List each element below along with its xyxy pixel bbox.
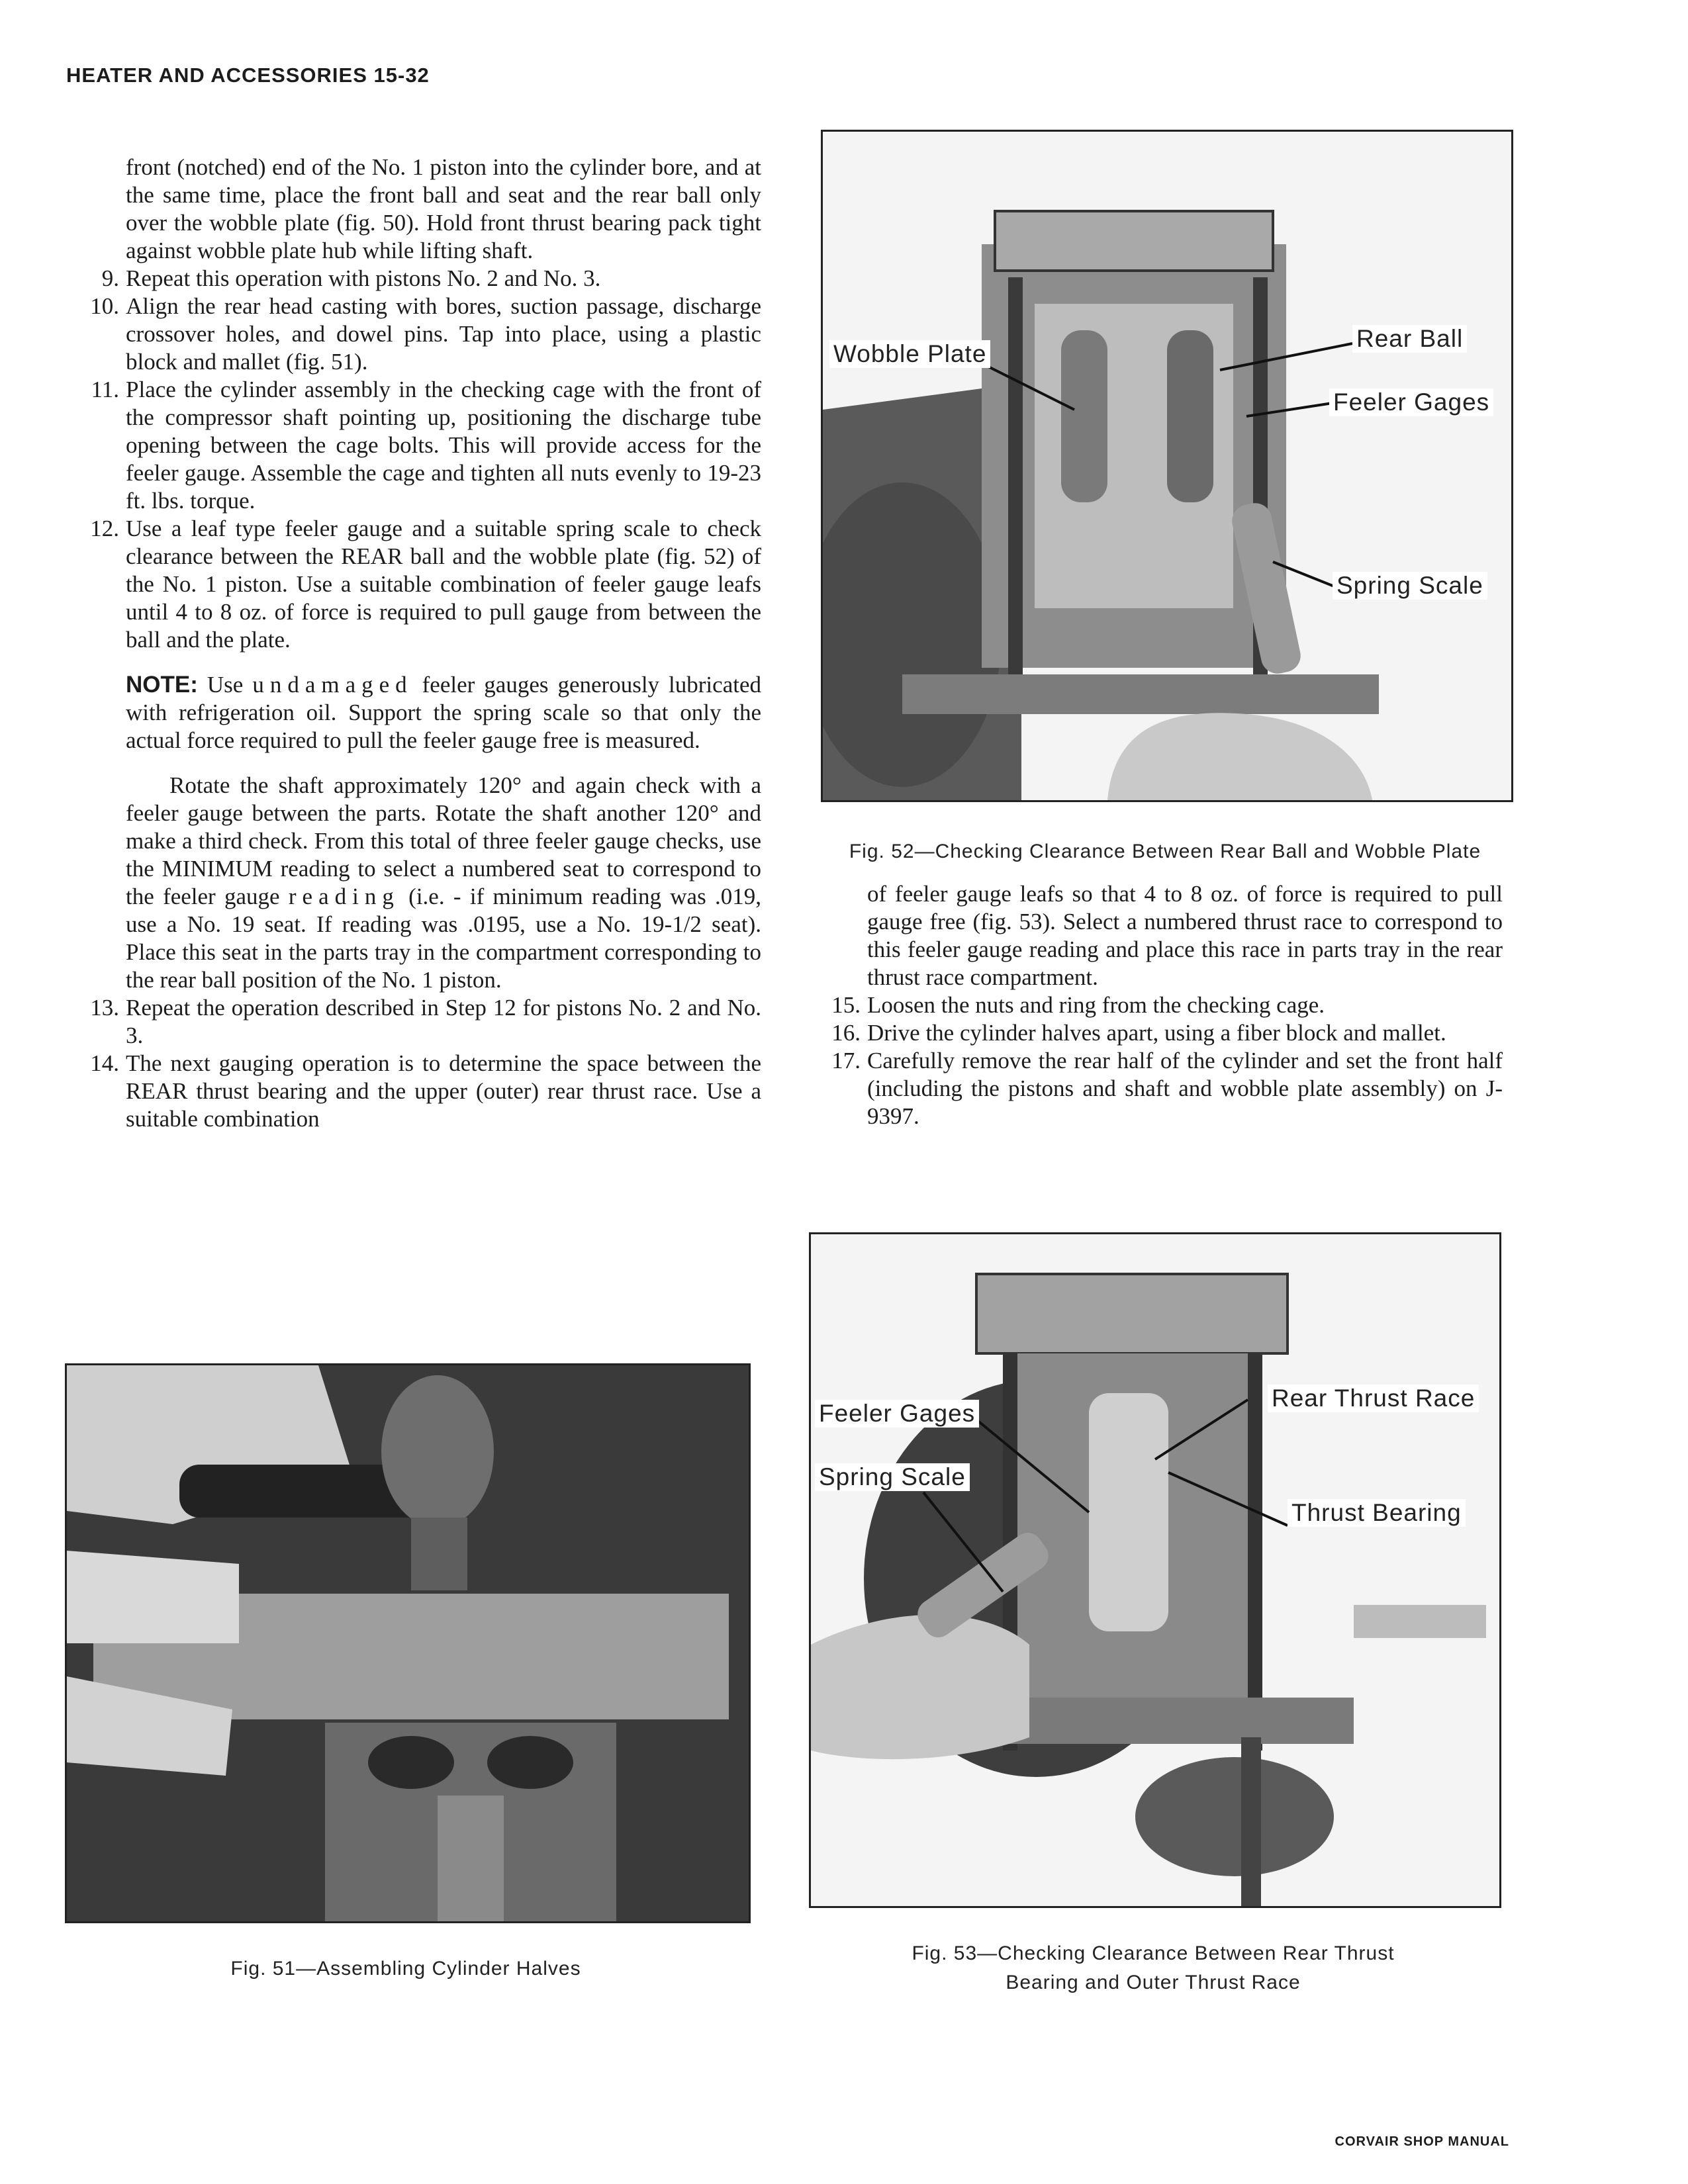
thrust-race-illustration xyxy=(811,1234,1499,1906)
fig53-photo xyxy=(809,1232,1501,1908)
fig53-caption: Fig. 53—Checking Clearance Between Rear Thrust Bearing and Outer Thrust Race xyxy=(912,1942,1395,1993)
note-paragraph: NOTE: Use undamaged feeler gauges generously lubricated with refrigeration oil. Support the spring scale so that only the actual force required to pull the feeler gauge free is measured. xyxy=(126,672,761,753)
label-feeler-gages: Feeler Gages xyxy=(1329,388,1493,416)
fig51-photo xyxy=(65,1363,751,1923)
note-label: NOTE: xyxy=(126,672,198,698)
step-17: 17. Carefully remove the rear half of the cylinder and set the front half (including the pistons and shaft and wobble plate assembly) on J-9397. xyxy=(831,1048,1503,1129)
label-thrust-bearing: Thrust Bearing xyxy=(1288,1499,1466,1527)
step-9: 9. Repeat this operation with pistons No. 2 and No. 3. xyxy=(101,265,601,291)
page-footer: CORVAIR SHOP MANUAL xyxy=(1335,2134,1509,2149)
step-11: 11. Place the cylinder assembly in the checking cage with the front of the compressor shaft pointing up, positioning the discharge tube opening between the cage bolts. This will provide access for the feeler gauge. Assemble the cage and tighten all nuts evenly to 19-23 ft. lbs. torque. xyxy=(91,377,761,514)
label-rear-thrust-race: Rear Thrust Race xyxy=(1268,1385,1479,1412)
step-15: 15. Loosen the nuts and ring from the checking cage. xyxy=(831,992,1325,1018)
continued-paragraph: of feeler gauge leafs so that 4 to 8 oz. of force is required to pull gauge free (fig. 53). Select a numbered thrust race to correspond to this feeler gauge reading and place this race in parts tray in the rear thrust race compartment. xyxy=(867,881,1503,990)
label-spring-scale: Spring Scale xyxy=(1333,572,1487,600)
left-column xyxy=(66,154,761,1133)
step-10: 10. Align the rear head casting with bores, suction passage, discharge crossover holes, and dowel pins. Tap into place, using a plastic block and mallet (fig. 51). xyxy=(90,293,761,375)
page-header: HEATER AND ACCESSORIES 15-32 xyxy=(66,64,430,87)
label-spring-scale-53: Spring Scale xyxy=(815,1463,970,1491)
label-rear-ball: Rear Ball xyxy=(1352,325,1467,353)
right-column xyxy=(821,880,1503,1130)
compressor-cage-illustration xyxy=(823,132,1511,800)
label-feeler-gages-53: Feeler Gages xyxy=(815,1400,979,1428)
fig52-photo xyxy=(821,130,1513,802)
fig51-caption: Fig. 51—Assembling Cylinder Halves xyxy=(230,1958,581,1979)
step-12: 12. Use a leaf type feeler gauge and a suitable spring scale to check clearance between the REAR ball and the wobble plate (fig. 52) of the No. 1 piston. Use a suitable combination of feeler gauge leafs until 4 to 8 oz. of force is required to pull gauge from between the ball and the plate. xyxy=(90,516,761,653)
step-13: 13. Repeat the operation described in Step 12 for pistons No. 2 and No. 3. xyxy=(90,995,761,1048)
step-14: 14. The next gauging operation is to determine the space between the REAR thrust bearing and the upper (outer) rear thrust race. Use a suitable combination xyxy=(90,1050,761,1132)
label-wobble-plate: Wobble Plate xyxy=(829,340,990,368)
mallet-block-illustration xyxy=(67,1365,749,1921)
step-16: 16. Drive the cylinder halves apart, using a fiber block and mallet. xyxy=(831,1020,1446,1046)
fig52-caption: Fig. 52—Checking Clearance Between Rear Ball and Wobble Plate xyxy=(849,841,1481,862)
rotate-paragraph: Rotate the shaft approximately 120° and again check with a feeler gauge between the parts. Rotate the shaft another 120° and make a third check. From this total of three feeler gauge checks, use the MINIMUM reading to select a numbered seat to correspond to the feeler gauge reading (i.e. - if minimum reading was .019, use a No. 19 seat. If reading was .0195, use a No. 19-1/2 seat). Place this seat in the parts tray in the compartment corresponding to the rear ball position of the No. 1 piston. xyxy=(126,772,761,993)
intro-paragraph: front (notched) end of the No. 1 piston into the cylinder bore, and at the same time, place the front ball and seat and the rear ball only over the wobble plate (fig. 50). Hold front thrust bearing pack tight against wobble plate hub while lifting shaft. xyxy=(126,154,761,263)
